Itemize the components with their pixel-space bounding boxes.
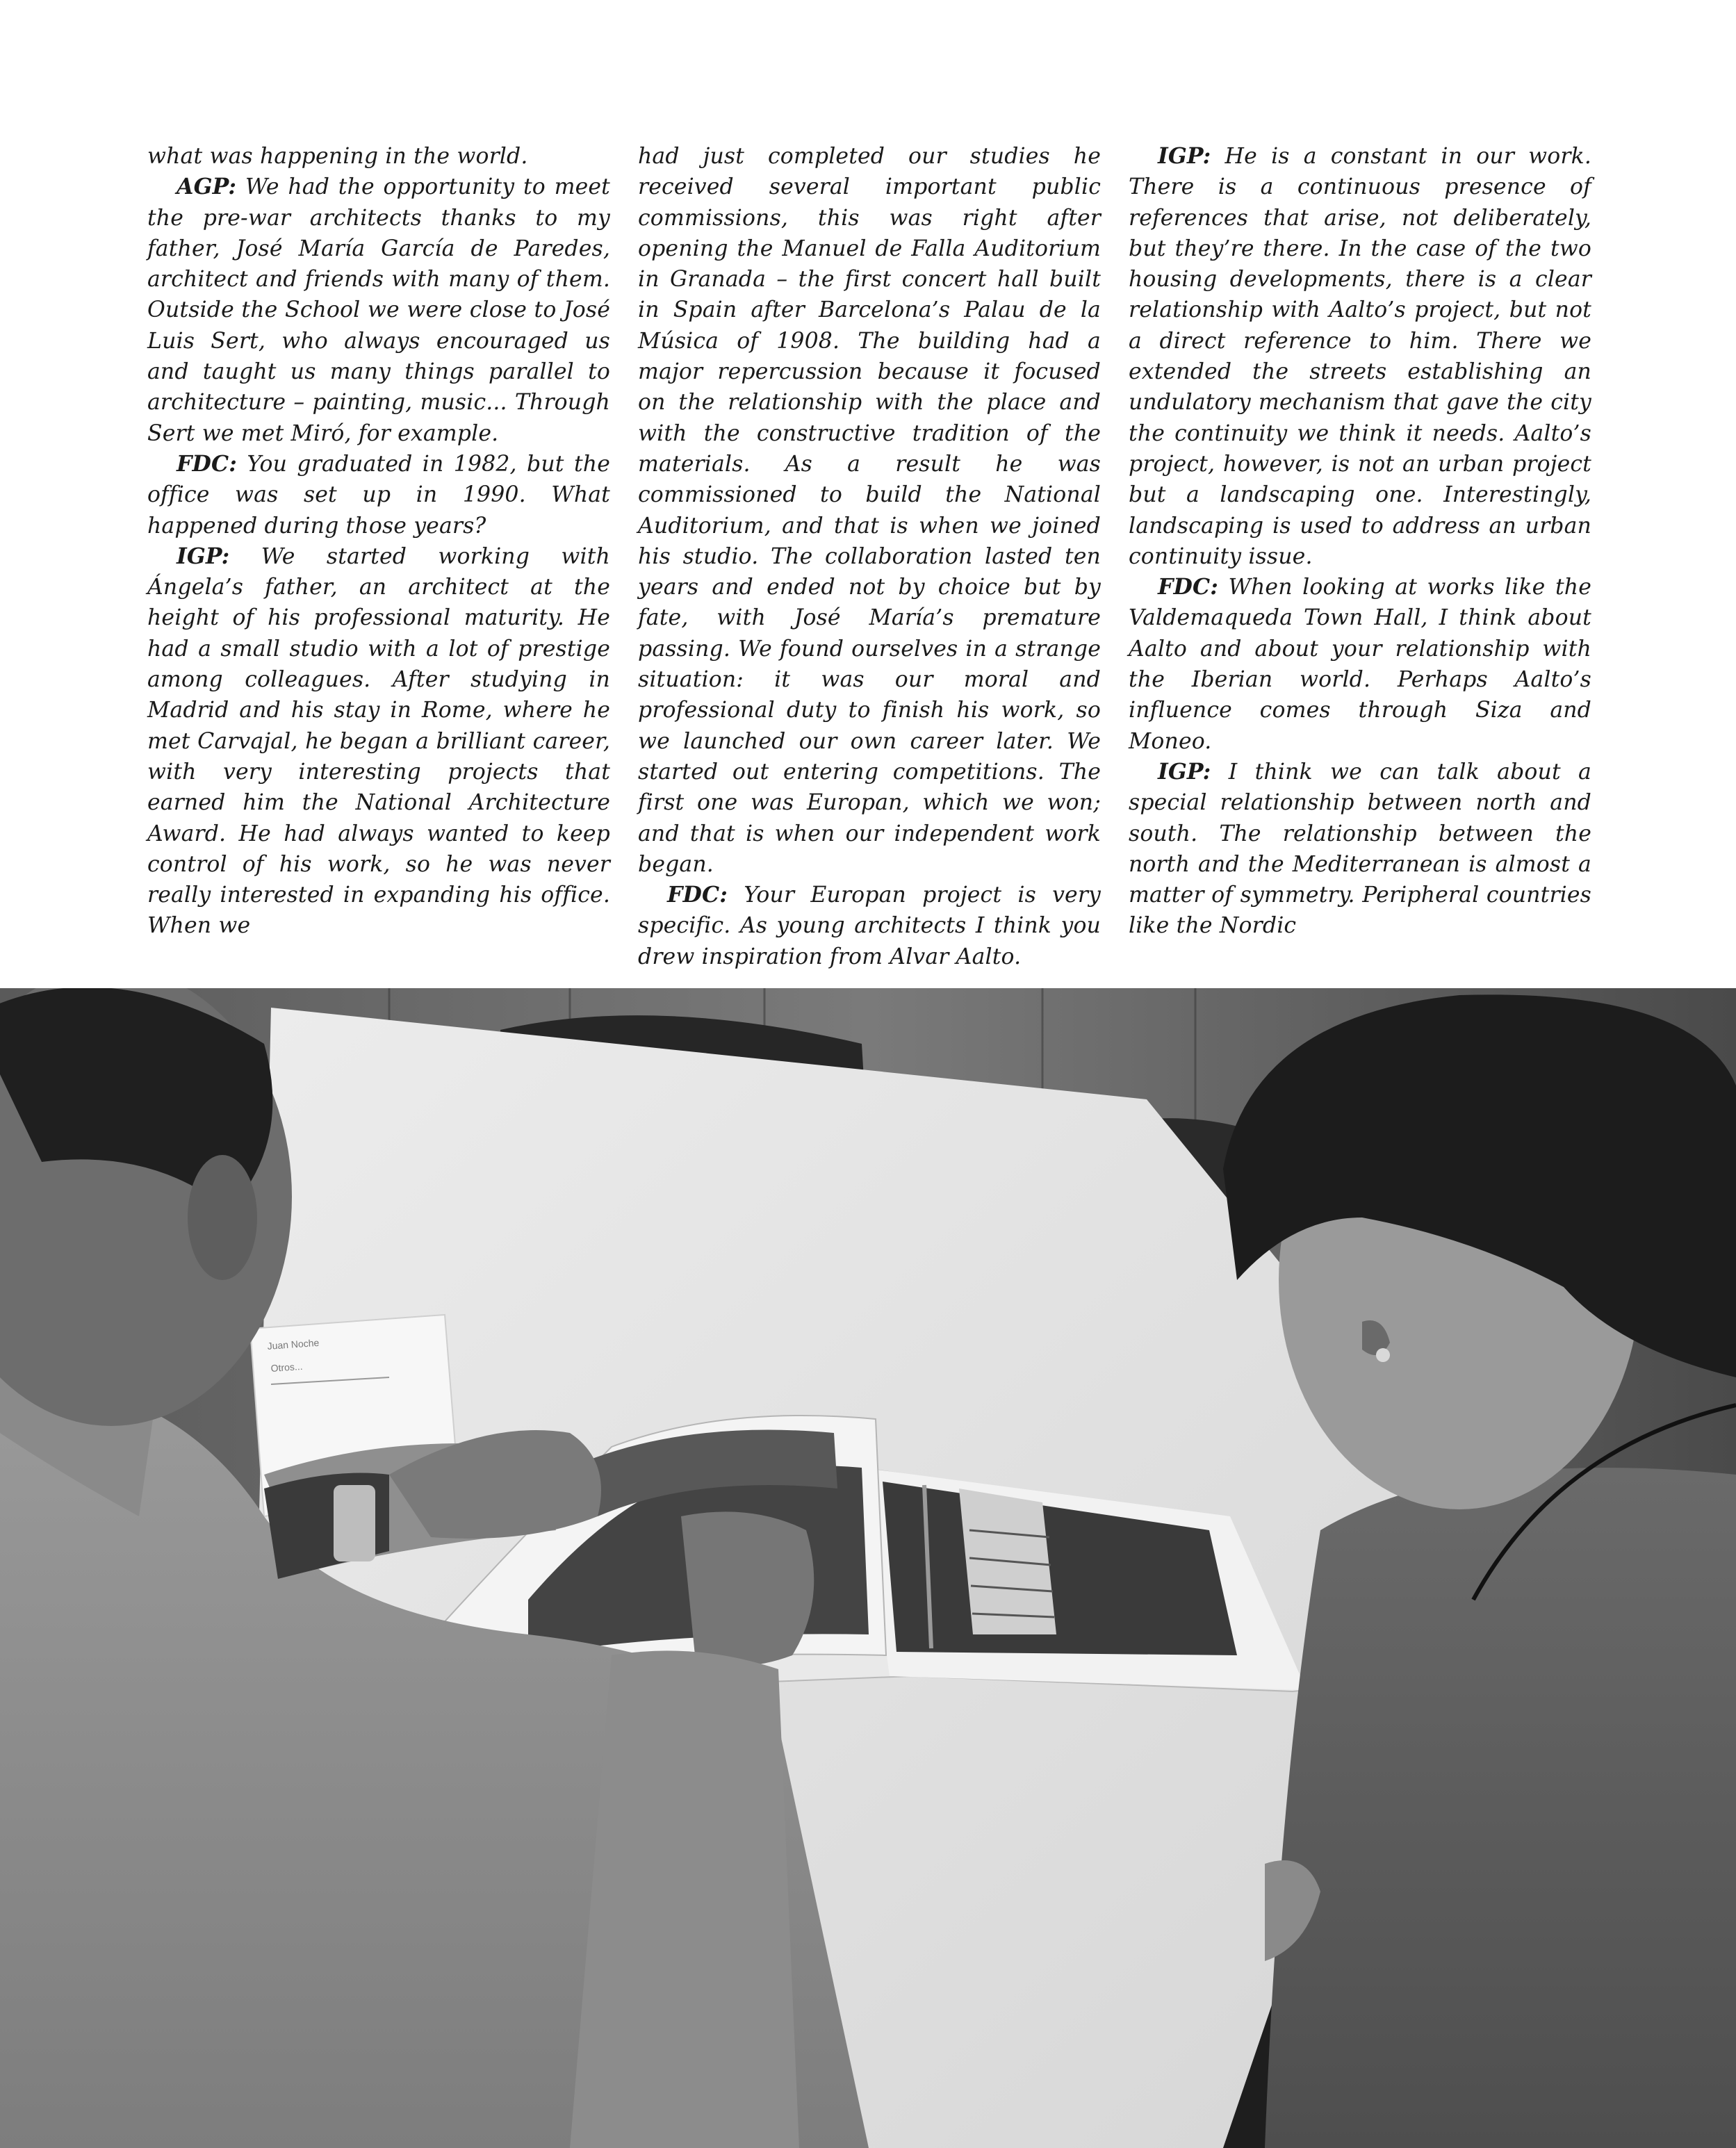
- paragraph: [147, 141, 610, 172]
- paragraph: [638, 141, 1101, 880]
- paragraph-text: what was happening in the world.: [147, 144, 528, 169]
- paragraph-text: He is a constant in our work. There is a continuous presence of references that arise, not deliberately, but they’re there. In the case of the two housing developments, there is a clear relationship with Aalto’s project, but not a direct reference to him. There we extended the streets establishing an undulatory mechanism that gave the city the continuity we think it needs. Aalto’s project, however, is not an urban project but a landscaping one. Interestingly, landscaping is used to address an urban continuity issue.: [1129, 144, 1591, 569]
- note-line-1: Juan Noche: [267, 1336, 320, 1352]
- paragraph-text: We had the opportunity to meet the pre-war architects thanks to my father, José María García de Paredes, architect and friends with many of them. Outside the School we were close to José Luis Sert, who always encouraged us and taught us many things parallel to architecture – painting, music... Through Sert we met Miró, for example.: [147, 174, 610, 446]
- paragraph: [147, 541, 610, 942]
- text-column-1: [147, 141, 610, 939]
- speaker-label: IGP:: [1158, 758, 1211, 785]
- speaker-label: AGP:: [177, 174, 237, 200]
- photo-illustration: [0, 988, 1736, 2148]
- speaker-label: FDC:: [667, 882, 728, 908]
- woman-sweater: [1265, 1468, 1736, 2148]
- speaker-label: IGP:: [177, 543, 230, 569]
- paragraph: [638, 880, 1101, 972]
- paragraph: [147, 449, 610, 541]
- speaker-label: FDC:: [1158, 574, 1218, 600]
- paragraph-text: had just completed our studies he received several important public commissions, this was right after opening the Manuel de Falla Auditorium in Granada – the first concert hall built in Spain after Barcelona’s Palau de la Música of 1908. The building had a major repercussion because it focused on the relationship with the place and with the constructive tradition of the materials. As a result he was commissioned to build the National Auditorium, and that is when we joined his studio. The collaboration lasted ten years and ended not by choice but by fate, with José María’s premature passing. We found ourselves in a strange situation: it was our moral and professional duty to finish his work, so we launched our own career later. We started out entering competitions. The first one was Europan, which we won; and that is when our independent work began.: [638, 144, 1101, 877]
- speaker-label: FDC:: [177, 450, 237, 477]
- paragraph-text: I think we can talk about a special relationship between north and south. The relationship between the north and the Mediterranean is almost a matter of symmetry. Peripheral countries like the Nordic: [1129, 759, 1591, 939]
- paragraph: [1129, 572, 1591, 757]
- paragraph-text: We started working with Ángela’s father, an architect at the height of his professional maturity. He had a small studio with a lot of prestige among colleagues. After studying in Madrid and his stay in Rome, where he met Carvajal, he began a brilliant career, with very interesting projects that earned him the National Architecture Award. He had always wanted to keep control of his work, so he was never really interested in expanding his office. When we: [147, 543, 610, 939]
- paragraph: [1129, 757, 1591, 942]
- paragraph: [1129, 141, 1591, 572]
- paragraph: [147, 172, 610, 449]
- article-text: [147, 141, 1591, 969]
- wristwatch: [334, 1485, 375, 1561]
- man-right-hand: [681, 1511, 814, 1666]
- paragraph-text: When looking at works like the Valdemaqueda Town Hall, I think about Aalto and about your relationship with the Iberian world. Perhaps Aalto’s influence comes through Siza and Moneo.: [1129, 575, 1591, 754]
- text-column-3: [1129, 141, 1591, 939]
- speaker-label: IGP:: [1158, 143, 1211, 169]
- text-column-2: [638, 141, 1101, 969]
- note-line-2: Otros...: [270, 1360, 304, 1374]
- earring: [1376, 1348, 1390, 1362]
- paragraph-text: Your Europan project is very specific. As young architects I think you drew inspiration from Alvar Aalto.: [638, 883, 1101, 969]
- photo-architects-reviewing-book: [0, 988, 1736, 2148]
- man-ear: [188, 1155, 257, 1280]
- paragraph-text: You graduated in 1982, but the office was set up in 1990. What happened during those years?: [147, 451, 610, 539]
